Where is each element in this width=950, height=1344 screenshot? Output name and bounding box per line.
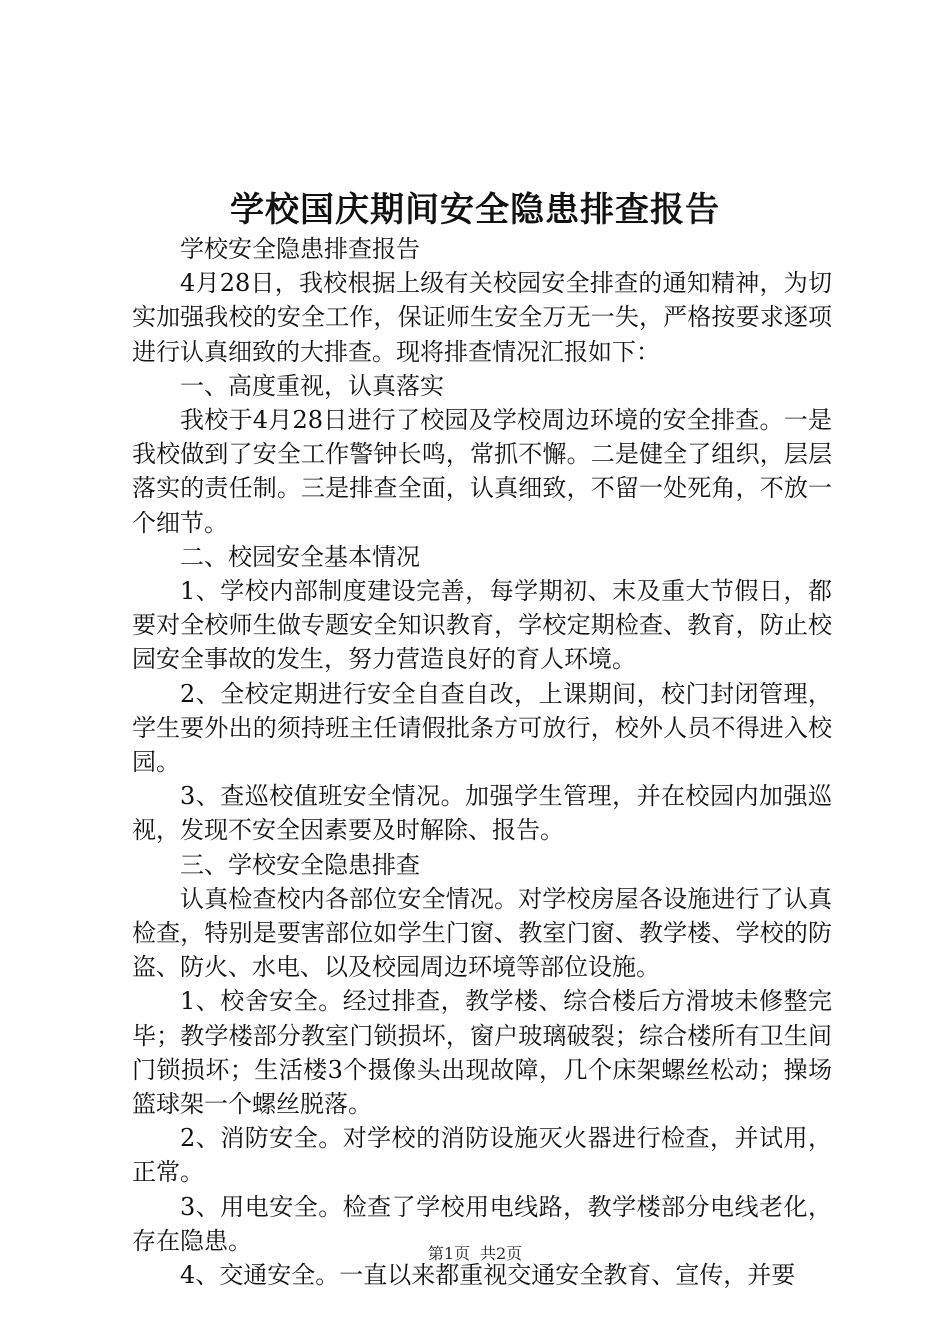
section-2-item-2: 2、全校定期进行安全自查自改，上课期间，校门封闭管理，学生要外出的须持班主任请假批条方可放行，校外人员不得进入校园。	[132, 679, 832, 777]
intro-paragraph: 4月28日，我校根据上级有关校园安全排查的通知精神，为切实加强我校的安全工作，保证师生安全万无一失，严格按要求逐项进行认真细致的大排查。现将排查情况汇报如下：	[132, 269, 832, 366]
document-title: 学校国庆期间安全隐患排查报告	[230, 190, 720, 230]
section-2-item-1: 1、学校内部制度建设完善，每学期初、末及重大节假日，都要对全校师生做专题安全知识教育，学校定期检查、教育，防止校园安全事故的发生，努力营造良好的育人环境。	[132, 577, 832, 674]
page-total: 共2页	[480, 1244, 523, 1263]
section-3-item-3: 3、用电安全。检查了学校用电线路，教学楼部分电线老化，存在隐患。	[132, 1192, 832, 1255]
section-3-paragraph: 认真检查校内各部位安全情况。对学校房屋各设施进行了认真检查，特别是要害部位如学生门窗、教室门窗、教学楼、学校的防盗、防火、水电、以及校园周边环境等部位设施。	[132, 884, 832, 982]
section-3-item-2: 2、消防安全。对学校的消防设施灭火器进行检查，并试用，正常。	[132, 1124, 832, 1187]
subtitle-paragraph: 学校安全隐患排查报告	[180, 235, 420, 263]
page-number: 第1页	[427, 1244, 470, 1263]
page-footer	[0, 1242, 950, 1266]
section-2-item-3: 3、查巡校值班安全情况。加强学生管理，并在校园内加强巡视，发现不安全因素要及时解除、报告。	[132, 782, 832, 845]
section-heading-3: 三、学校安全隐患排查	[180, 850, 420, 879]
section-heading-1: 一、高度重视，认真落实	[180, 371, 444, 400]
section-3-item-4: 4、交通安全。一直以来都重视交通安全教育、宣传，并要	[180, 1261, 796, 1290]
section-heading-2: 二、校园安全基本情况	[180, 542, 420, 571]
section-1-paragraph: 我校于4月28日进行了校园及学校周边环境的安全排查。一是我校做到了安全工作警钟长鸣，常抓不懈。二是健全了组织，层层落实的责任制。三是排查全面，认真细致，不留一处死角，不放一个细节。	[132, 406, 832, 537]
document-body	[132, 232, 832, 1292]
section-3-item-1: 1、校舍安全。经过排查，教学楼、综合楼后方滑坡未修整完毕；教学楼部分教室门锁损坏，窗户玻璃破裂；综合楼所有卫生间门锁损坏；生活楼3个摄像头出现故障，几个床架螺丝松动；操场篮球架一个螺丝脱落。	[132, 987, 832, 1119]
